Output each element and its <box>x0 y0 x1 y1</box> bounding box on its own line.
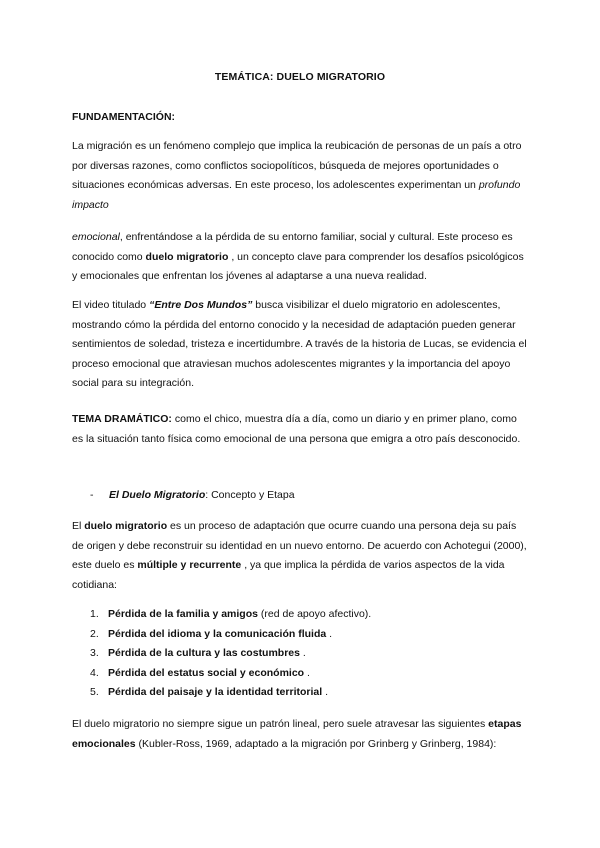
list-bold: Pérdida del idioma y la comunicación fluida <box>108 627 327 640</box>
section-bullet <box>90 489 295 501</box>
para4-bold2: múltiple y recurrente <box>137 559 242 571</box>
paragraph-duelo <box>72 517 530 595</box>
bullet-bold-italic: El Duelo Migratorio <box>109 489 206 501</box>
para5-bold: etapas emocionales <box>72 718 522 750</box>
para4-text-b: es un proceso de adaptación que ocurre cuando una persona deja su país de origen y debe reconstruir su identidad en un nuevo entorno. De acuerdo con Achotegui (2000), este duelo es <box>72 520 527 571</box>
list-number: 4. <box>90 666 99 679</box>
para2-text-b: , un concepto clave para comprender los desafíos psicológicos y emocionales que enfrentan los jóvenes al adaptarse a una nueva realidad. <box>72 250 524 282</box>
list-rest: . <box>326 627 333 640</box>
list-number: 5. <box>90 686 99 698</box>
list-rest: . <box>300 647 306 659</box>
list-rest: . <box>322 686 328 698</box>
list-item <box>90 625 371 645</box>
document-title: TEMÁTICA: DUELO MIGRATORIO <box>214 71 386 83</box>
losses-list <box>90 605 371 703</box>
list-bold: Pérdida de la familia y amigos <box>108 608 258 620</box>
para5-text-b: (Kubler-Ross, 1969, adaptado a la migración por Grinberg y Grinberg, 1984): <box>138 737 497 750</box>
paragraph-emotional <box>72 228 530 287</box>
list-item <box>90 605 371 625</box>
paragraph-etapas <box>72 715 530 754</box>
video-title: “Entre Dos Mundos” <box>149 299 253 311</box>
para3-text-a: El video titulado <box>72 299 147 311</box>
list-number: 1. <box>90 608 99 620</box>
para4-text-c: , ya que implica la pérdida de varios aspectos de la vida cotidiana: <box>72 559 505 591</box>
list-item <box>90 683 371 703</box>
list-bold: Pérdida del estatus social y económico <box>108 666 305 679</box>
para3-text-b: busca visibilizar el duelo migratorio en adolescentes, mostrando cómo la pérdida del entorno conocido y la necesidad de adaptación pueden generar sentimientos de soledad, tristeza e incertidumbre. A través de la historia de Lucas, se evidencia el proceso emocional que atraviesan muchos adolescentes migrantes y la importancia del apoyo social para su integración. <box>72 299 527 389</box>
para4-bold: duelo migratorio <box>84 520 168 532</box>
paragraph-tema <box>72 410 530 449</box>
list-bold: Pérdida del paisaje y la identidad territorial <box>108 686 323 698</box>
fundamentacion-heading: FUNDAMENTACIÓN: <box>72 111 176 123</box>
para2-italic: emocional <box>72 231 120 243</box>
para2-bold: duelo migratorio <box>145 250 229 263</box>
para4-text-a: El <box>72 520 82 532</box>
list-item <box>90 644 371 664</box>
para5-text-a: El duelo migratorio no siempre sigue un patrón lineal, pero suele atravesar las siguientes <box>72 718 486 730</box>
list-bold: Pérdida de la cultura y las costumbres <box>108 647 300 659</box>
tema-label: TEMA DRAMÁTICO: <box>72 413 172 425</box>
paragraph-video <box>72 296 530 394</box>
list-rest: . <box>304 666 310 679</box>
para1-text: La migración es un fenómeno complejo que implica la reubicación de personas de un país a otro por diversas razones, como conflictos sociopolíticos, búsqueda de mejores oportunidades o situaciones económicas adversas. En este proceso, los adolescentes experimentan un <box>72 140 522 191</box>
list-item <box>90 664 371 684</box>
tema-text: como el chico, muestra día a día, como un diario y en primer plano, como es la situación tanto física como emocional de una persona que emigra a otro país desconocido. <box>72 413 521 445</box>
bullet-dash: - <box>90 489 94 501</box>
list-number: 2. <box>90 627 99 640</box>
list-rest: (red de apoyo afectivo). <box>257 608 372 620</box>
paragraph-intro <box>72 137 530 215</box>
para1-italic: profundo impacto <box>72 179 521 211</box>
para2-text-a: , enfrentándose a la pérdida de su entorno familiar, social y cultural. Este proceso es conocido como <box>72 231 513 263</box>
list-number: 3. <box>90 647 99 659</box>
bullet-rest: : Concepto y Etapa <box>205 489 295 501</box>
